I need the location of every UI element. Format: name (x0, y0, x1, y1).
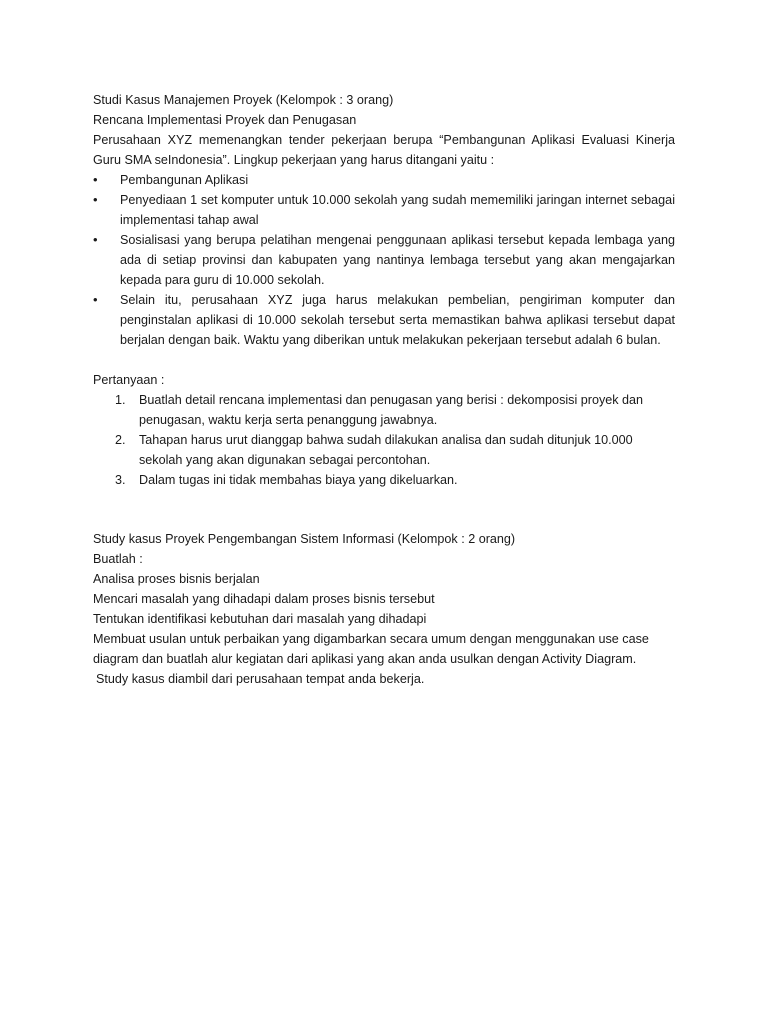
section2-title: Study kasus Proyek Pengembangan Sistem Informasi (Kelompok : 2 orang) (93, 532, 516, 546)
section1-intro: Perusahaan XYZ memenangkan tender pekerjaan berupa “Pembangunan Aplikasi Evaluasi Kinerja Guru SMA seIndonesia”. Lingkup pekerjaan yang harus ditangani yaitu : (93, 133, 675, 167)
task-item: Membuat usulan untuk perbaikan yang digambarkan secara umum dengan menggunakan use case diagram dan buatlah alur kegiatan dari aplikasi yang akan anda usulkan dengan Activity Diagram. (93, 632, 649, 666)
question-number: 2. (115, 433, 126, 447)
list-item (115, 430, 675, 470)
question-text: Dalam tugas ini tidak membahas biaya yang dikeluarkan. (139, 473, 458, 487)
list-item (115, 390, 675, 430)
bullet-text: Pembangunan Aplikasi (120, 173, 249, 187)
bullet-text: Penyediaan 1 set komputer untuk 10.000 sekolah yang sudah mememiliki jaringan internet sebagai implementasi tahap awal (120, 193, 675, 227)
task-item: Tentukan identifikasi kebutuhan dari masalah yang dihadapi (93, 612, 427, 626)
questions-list (93, 390, 675, 490)
section2-lead: Buatlah : (93, 552, 143, 566)
question-text: Buatlah detail rencana implementasi dan penugasan yang berisi : dekomposisi proyek dan penugasan, waktu kerja serta penanggung jawabnya. (139, 393, 644, 427)
list-item (93, 170, 675, 190)
section2-note: Study kasus diambil dari perusahaan tempat anda bekerja. (96, 672, 425, 686)
question-text: Tahapan harus urut dianggap bahwa sudah dilakukan analisa dan sudah ditunjuk 10.000 sekolah yang akan digunakan sebagai percontohan. (139, 433, 633, 467)
bullet-text: Sosialisasi yang berupa pelatihan mengenai penggunaan aplikasi tersebut kepada lembaga yang ada di setiap provinsi dan kabupaten yang nantinya lembaga tersebut yang akan mengajarkan kepada para guru di 10.000 sekolah. (120, 233, 675, 287)
bullet-icon: • (93, 292, 98, 307)
list-item (93, 190, 675, 230)
question-number: 3. (115, 473, 126, 487)
list-item (93, 290, 675, 350)
bullet-text: Selain itu, perusahaan XYZ juga harus melakukan pembelian, pengiriman komputer dan penginstalan aplikasi di 10.000 sekolah tersebut serta memastikan bahwa aplikasi tersebut dapat berjalan dengan baik. Waktu yang diberikan untuk melakukan pekerjaan tersebut adalah 6 bulan. (120, 293, 675, 347)
document-page (93, 90, 675, 689)
question-number: 1. (115, 393, 126, 407)
scope-bullet-list (93, 170, 675, 350)
list-item (93, 230, 675, 290)
section1-title: Studi Kasus Manajemen Proyek (Kelompok : 3 orang) (93, 93, 394, 107)
task-item: Mencari masalah yang dihadapi dalam proses bisnis tersebut (93, 592, 435, 606)
questions-label: Pertanyaan : (93, 373, 165, 387)
task-item: Analisa proses bisnis berjalan (93, 572, 260, 586)
section1-subtitle: Rencana Implementasi Proyek dan Penugasan (93, 113, 357, 127)
bullet-icon: • (93, 192, 98, 207)
spacer (93, 490, 675, 529)
bullet-icon: • (93, 232, 98, 247)
bullet-icon: • (93, 172, 98, 187)
list-item (115, 470, 675, 490)
spacer (93, 350, 675, 370)
